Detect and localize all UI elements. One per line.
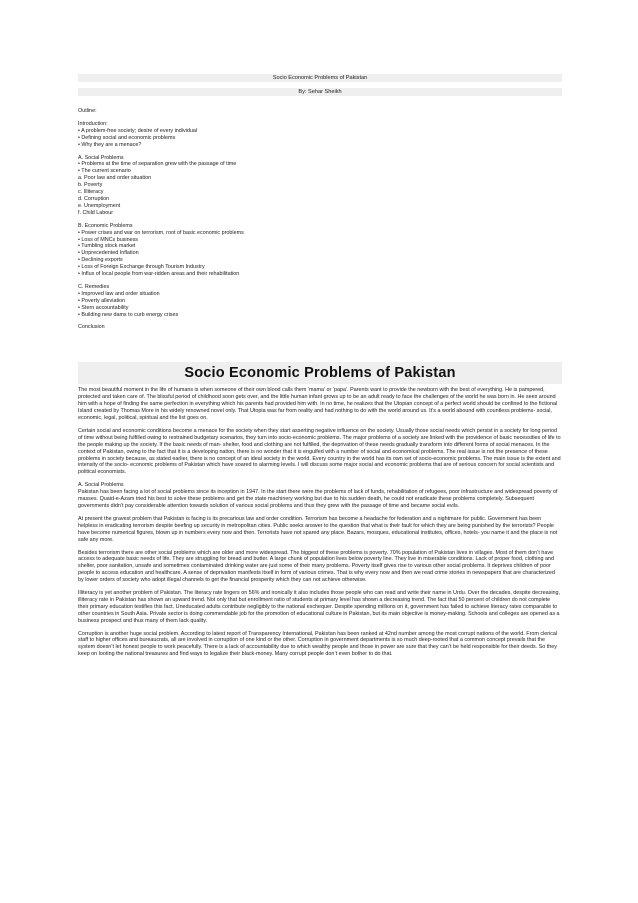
list-item: • Loss of MNCs business (78, 236, 139, 243)
social-problems-block (78, 155, 562, 217)
remedies-label: C. Remedies (78, 283, 110, 290)
list-item: • Building new dams to curb energy crises (78, 311, 179, 318)
remedies-block (78, 284, 562, 319)
article-paragraph: The most beautiful moment in the life of humans is when someone of their own blood calls them ‘mama’ or ‘papa’. Parents want to provide the newborn with the best of everything. He is pampered, protected and taken care of. The blissful period of childhood soon gets over, and the little human infant grows up to be an adult ready to face the challenges of the world he was born in. He sees around him with a hope of finding the same perfection in everything which his parents had provided him with. In no time, he realizes that the Utopian concept of a perfect world should be confined to the fictional Island created by Thomas More in his widely renowned novel only. That Utopia was far from reality and had nothing to do with the world around us. It’s a world abound with countless problems- social, economic, legal, political, spiritual and the list goes on. (78, 387, 558, 421)
list-item: • Declining exports (78, 257, 123, 264)
article-body (78, 387, 562, 658)
list-item: • A problem-free society; desire of every individual (78, 127, 198, 134)
article-paragraph: Illiteracy is yet another problem of Pakistan. The literacy rate lingers on 56% and ironically it also includes those people who can read and write their name in Urdu. Over the decades, despite decreasing, illiteracy rate in Pakistan has shown an upward trend. Not only that but enrollment ratio of students at primary level has shown a decreasing trend. The fact that 50 percent of children do not complete their primary education testifies this fact. Uneducated adults contribute negligibly to the national exchequer. Despite spending millions on it, government has failed to achieve literacy rates comparable to other countries in South Asia. Private sector is doing commendable job for the promotion of educational culture in Pakistan, but its main objective is money-making. Schools and colleges are opened as a business prospect and thus many of them lack quality. (78, 590, 561, 624)
list-item: b. Poverty (78, 182, 103, 189)
list-item: • Stern accountability (78, 304, 129, 311)
article-paragraph: Besides terrorism there are other social problems which are older and more widespread. The biggest of these problems is poverty. 70% population of Pakistan lives in villages. Most of them don’t have access to adequate basic needs of life. They are struggling for bread and butter. A large chunk of population lives below poverty line. They live in miserable conditions. Lack of proper food, clothing and shelter, poor sanitation, unsafe and sometimes contaminated drinking water are just some of their many problems. Poverty itself gives rise to various other social problems. It deprives children of poor people to access education and healthcare. A sense of deprivation manifests itself in form of various crimes. That is why every now and then we read crime stories in newspapers that are characterized by lower orders of society who adopt illegal channels to get the financial prosperity which they can not achieve otherwise. (78, 549, 555, 584)
document-page (78, 0, 562, 658)
list-item: • Loss of Foreign Exchange through Tourism Industry (78, 264, 205, 271)
list-item: • Influx of local people from war-ridden areas and their rehabilitation (78, 271, 240, 278)
intro-block (78, 121, 562, 149)
social-label: A. Social Problems (78, 154, 124, 161)
article-paragraph: Corruption is another huge social problem. According to latest report of Transparency International, Pakistan has been ranked at 42nd number among the most corrupt nations of the world. From clerical staff to higher offices and bureaucrats, all are involved in corruption of one kind or the other. Corruption in government departments is so much deep-rooted that a common concept prevails that the system doesn’t let honest people to work peacefully. There is a lack of accountability due to which wealthy people and those in power are sure that they can’t be held responsible for their deeds. So they keep on looting the national treasures and find ways to legalize their black-money. Many corrupt people don’t even bother to do that. (78, 630, 558, 658)
article-paragraph: At present the gravest problem that Pakistan is facing is its precarious law and order condition. Terrorism has become a headache for federation and a nightmare for public. Government has been helpless in eradicating terrorism despite beefing up security in metropolitan cities. Public seeks answer to the question that what is their fault for which they are being punished by the terrorists? People have become numerical figures, blown up in numbers every now and then. Terrorists have not spared any place. Bazars, mosques, educational institutes, offices, hotels- you name it and the place is not safe any more. (78, 515, 558, 543)
conclusion-label: Conclusion (78, 324, 105, 331)
conclusion-block (78, 324, 562, 331)
list-item: d. Corruption (78, 195, 110, 202)
article-paragraph: A. Social Problems Pakistan has been facing a lot of social problems since its inception in 1947. In the start there were the problems of lack of funds, rehabilitation of refugees, poor infrastructure and widespread poverty of masses. Quaid-e-Azam tried his best to solve these problems and get the state machinery working but due to his sudden death, he could not eradicate these problems completely. Subsequent governments didn’t pay considerable attention towards solution of various social problems and thus they grew with the passage of time and became social evils. (78, 482, 558, 509)
article-heading: Socio Economic Problems of Pakistan (78, 362, 562, 384)
list-item: • Tumbling stock market (78, 243, 136, 250)
economic-label: B. Economic Problems (78, 222, 133, 229)
list-item: c. Illiteracy (78, 189, 104, 196)
list-item: • Power crises and war on terrorism, root of basic economic problems (78, 229, 244, 236)
list-item: • Why they are a menace? (78, 141, 142, 148)
list-item: • The current scenario (78, 168, 131, 175)
document-byline: By: Sehar Sheikh (78, 88, 562, 96)
list-item: • Unprecedented Inflation (78, 250, 139, 257)
list-item: • Defining social and economic problems (78, 134, 176, 141)
list-item: • Improved law and order situation (78, 290, 160, 297)
outline-section (78, 108, 562, 331)
list-item: • Poverty alleviation (78, 297, 126, 304)
list-item: • Problems at the time of separation grew with the passage of time (78, 161, 237, 168)
article-paragraph: Certain social and economic conditions become a menace for the society when they start asserting negative influence on the society. Usually those social needs which persist in a society for long period of time without being fulfilled owing to restrained budgetary scenarios, they turn into socio-economic problems. The major problems of a society are linked with the providence of basic necessities of life to the people making up the society. If the basic needs of man- shelter, food and clothing are not fulfilled, the deprivation of these needs gradually transform into different forms of social menaces. In the context of Pakistan, owing to the fact that it is a developing nation, there is no wonder that it is engulfed with a number of social and economical problems. The real issue is not the presence of these problems in society because, as stated earlier, there is no concept of an ideal society in the world. Every country in the world has its own set of socio-economic problems. The main issue is the extent and intensity of the socio- economic problems of Pakistan which have soared to alarming levels. I will discuss some major social and economic problems that are of serious concern for social scientists and political economists. (78, 427, 561, 476)
list-item: e. Unemployment (78, 202, 121, 209)
list-item: f. Child Labour (78, 209, 114, 216)
list-item: a. Poor law and order situation (78, 175, 152, 182)
intro-label: Introduction: (78, 120, 108, 127)
document-title: Socio Economic Problems of Pakistan (78, 74, 562, 82)
economic-problems-block (78, 223, 562, 278)
outline-label: Outline: (78, 108, 97, 114)
